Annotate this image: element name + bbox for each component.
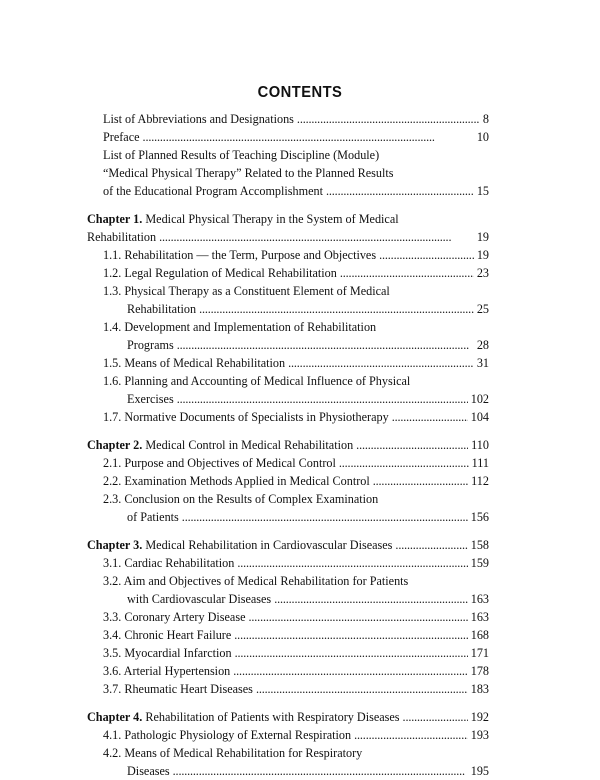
entry-title: 2.3. Conclusion on the Results of Complex Examination: [103, 492, 379, 506]
entry-title: 3.2. Aim and Objectives of Medical Rehabilitation for Patients: [103, 574, 409, 588]
entry-title: 1.5. Means of Medical Rehabilitation: [103, 356, 286, 370]
entry-title: 1.4. Development and Implementation of Rehabilitation: [103, 320, 377, 334]
toc-section-3-2[interactable]: [87, 590, 489, 608]
entry-page: 102: [470, 392, 489, 406]
dot-leader: [237, 554, 467, 572]
toc-entry-preface[interactable]: [87, 128, 489, 146]
page-title: CONTENTS: [257, 84, 343, 101]
toc-section-4-2[interactable]: [87, 762, 489, 780]
entry-page: 19: [476, 230, 489, 244]
entry-page: 15: [476, 184, 489, 198]
dot-leader: [340, 264, 474, 282]
dot-leader: [274, 590, 468, 608]
entry-page: 163: [470, 610, 489, 624]
toc-section-1-6[interactable]: [87, 390, 489, 408]
entry-title: of the Educational Program Accomplishment: [103, 184, 323, 198]
entry-page: 8: [482, 112, 489, 126]
entry-page: 104: [470, 410, 489, 424]
toc-section-2-3-line1[interactable]: [87, 490, 489, 508]
dot-leader: [288, 354, 474, 372]
entry-title: Programs: [127, 338, 174, 352]
entry-title: Exercises: [127, 392, 174, 406]
toc-section-1-2[interactable]: [87, 264, 489, 282]
toc-section-4-2-line1[interactable]: [87, 744, 489, 762]
toc-section-2-3[interactable]: [87, 508, 489, 526]
entry-title: 3.1. Cardiac Rehabilitation: [103, 556, 235, 570]
toc-entry-abbreviations[interactable]: [87, 110, 489, 128]
entry-page: 156: [470, 510, 489, 524]
toc-chapter-3[interactable]: [87, 536, 489, 554]
entry-page: 110: [471, 438, 489, 452]
dot-leader: [354, 726, 468, 744]
entry-page: 10: [476, 130, 489, 144]
toc-section-4-1[interactable]: [87, 726, 489, 744]
entry-page: 111: [471, 456, 489, 470]
dot-leader: [235, 644, 468, 662]
toc-section-3-3[interactable]: [87, 608, 489, 626]
entry-title: 1.1. Rehabilitation — the Term, Purpose and Objectives: [103, 248, 377, 262]
entry-page: 195: [470, 764, 489, 778]
toc-section-1-4-line1[interactable]: [87, 318, 489, 336]
entry-title: 2.2. Examination Methods Applied in Medical Control: [103, 474, 370, 488]
entry-page: 19: [476, 248, 489, 262]
entry-page: 163: [470, 592, 489, 606]
entry-title: 3.4. Chronic Heart Failure: [103, 628, 232, 642]
dot-leader: [182, 508, 468, 526]
chapter-title: Rehabilitation: [87, 230, 157, 244]
dot-leader: [249, 608, 468, 626]
dot-leader: [403, 708, 468, 726]
entry-page: 112: [471, 474, 489, 488]
entry-title: Diseases: [127, 764, 170, 778]
entry-page: 193: [470, 728, 489, 742]
entry-title: 1.7. Normative Documents of Specialists in Physiotherapy: [103, 410, 389, 424]
chapter-title: Medical Control in Medical Rehabilitation: [145, 438, 354, 452]
entry-page: 159: [470, 556, 489, 570]
toc-section-3-5[interactable]: [87, 644, 489, 662]
entry-title: 3.5. Myocardial Infarction: [103, 646, 232, 660]
table-of-contents: [87, 110, 489, 780]
entry-page: 158: [470, 538, 489, 552]
entry-page: 23: [476, 266, 489, 280]
entry-title: 4.2. Means of Medical Rehabilitation for Respiratory: [103, 746, 363, 760]
toc-section-1-3-line1[interactable]: [87, 282, 489, 300]
chapter-label: Chapter 4.: [87, 710, 143, 724]
entry-page: 183: [470, 682, 489, 696]
dot-leader: [256, 680, 468, 698]
chapter-title: Medical Rehabilitation in Cardiovascular Diseases: [145, 538, 393, 552]
dot-leader: [326, 182, 474, 200]
toc-entry-planned-results-line1[interactable]: [87, 146, 489, 164]
entry-title: List of Abbreviations and Designations: [103, 112, 294, 126]
toc-section-3-2-line1[interactable]: [87, 572, 489, 590]
dot-leader: [159, 228, 474, 246]
entry-page: 192: [470, 710, 489, 724]
toc-section-1-5[interactable]: [87, 354, 489, 372]
chapter-label: Chapter 2.: [87, 438, 143, 452]
chapter-label: Chapter 1.: [87, 212, 143, 226]
entry-title: 2.1. Purpose and Objectives of Medical Control: [103, 456, 336, 470]
entry-page: 178: [470, 664, 489, 678]
dot-leader: [339, 454, 469, 472]
entry-title: 3.6. Arterial Hypertension: [103, 664, 231, 678]
dot-leader: [234, 626, 467, 644]
dot-leader: [233, 662, 467, 680]
chapter-title: Rehabilitation of Patients with Respiratory Diseases: [145, 710, 400, 724]
toc-entry-planned-results-line2[interactable]: [87, 164, 489, 182]
entry-title: 3.7. Rheumatic Heart Diseases: [103, 682, 253, 696]
toc-section-3-6[interactable]: [87, 662, 489, 680]
dot-leader: [379, 246, 474, 264]
entry-title: 1.2. Legal Regulation of Medical Rehabilitation: [103, 266, 337, 280]
toc-section-1-4[interactable]: [87, 336, 489, 354]
toc-section-1-3[interactable]: [87, 300, 489, 318]
entry-title: with Cardiovascular Diseases: [127, 592, 272, 606]
entry-page: 28: [476, 338, 489, 352]
dot-leader: [297, 110, 480, 128]
dot-leader: [173, 762, 468, 780]
toc-chapter-1-line1[interactable]: [87, 210, 489, 228]
toc-section-2-2[interactable]: [87, 472, 489, 490]
entry-page: 171: [470, 646, 489, 660]
entry-page: 168: [470, 628, 489, 642]
entry-title: 4.1. Pathologic Physiology of External Respiration: [103, 728, 352, 742]
entry-page: 31: [476, 356, 489, 370]
toc-chapter-2[interactable]: [87, 436, 489, 454]
toc-chapter-4[interactable]: [87, 708, 489, 726]
dot-leader: [177, 390, 468, 408]
chapter-title: Medical Physical Therapy in the System of Medical: [145, 212, 399, 226]
entry-title: “Medical Physical Therapy” Related to the Planned Results: [103, 166, 394, 180]
toc-section-3-1[interactable]: [87, 554, 489, 572]
toc-entry-planned-results[interactable]: [87, 182, 489, 200]
dot-leader: [356, 436, 468, 454]
toc-section-1-7[interactable]: [87, 408, 489, 426]
entry-title: 3.3. Coronary Artery Disease: [103, 610, 246, 624]
entry-title: List of Planned Results of Teaching Discipline (Module): [103, 148, 380, 162]
entry-title: Preface: [103, 130, 140, 144]
dot-leader: [143, 128, 474, 146]
entry-title: Rehabilitation: [127, 302, 197, 316]
dot-leader: [392, 408, 468, 426]
entry-page: 25: [476, 302, 489, 316]
chapter-label: Chapter 3.: [87, 538, 143, 552]
toc-section-2-1[interactable]: [87, 454, 489, 472]
toc-section-1-6-line1[interactable]: [87, 372, 489, 390]
entry-title: 1.3. Physical Therapy as a Constituent Element of Medical: [103, 284, 390, 298]
toc-section-1-1[interactable]: [87, 246, 489, 264]
entry-title: of Patients: [127, 510, 179, 524]
dot-leader: [373, 472, 468, 490]
toc-section-3-4[interactable]: [87, 626, 489, 644]
entry-title: 1.6. Planning and Accounting of Medical Influence of Physical: [103, 374, 411, 388]
dot-leader: [395, 536, 467, 554]
toc-section-3-7[interactable]: [87, 680, 489, 698]
dot-leader: [199, 300, 474, 318]
dot-leader: [177, 336, 474, 354]
toc-chapter-1[interactable]: [87, 228, 489, 246]
